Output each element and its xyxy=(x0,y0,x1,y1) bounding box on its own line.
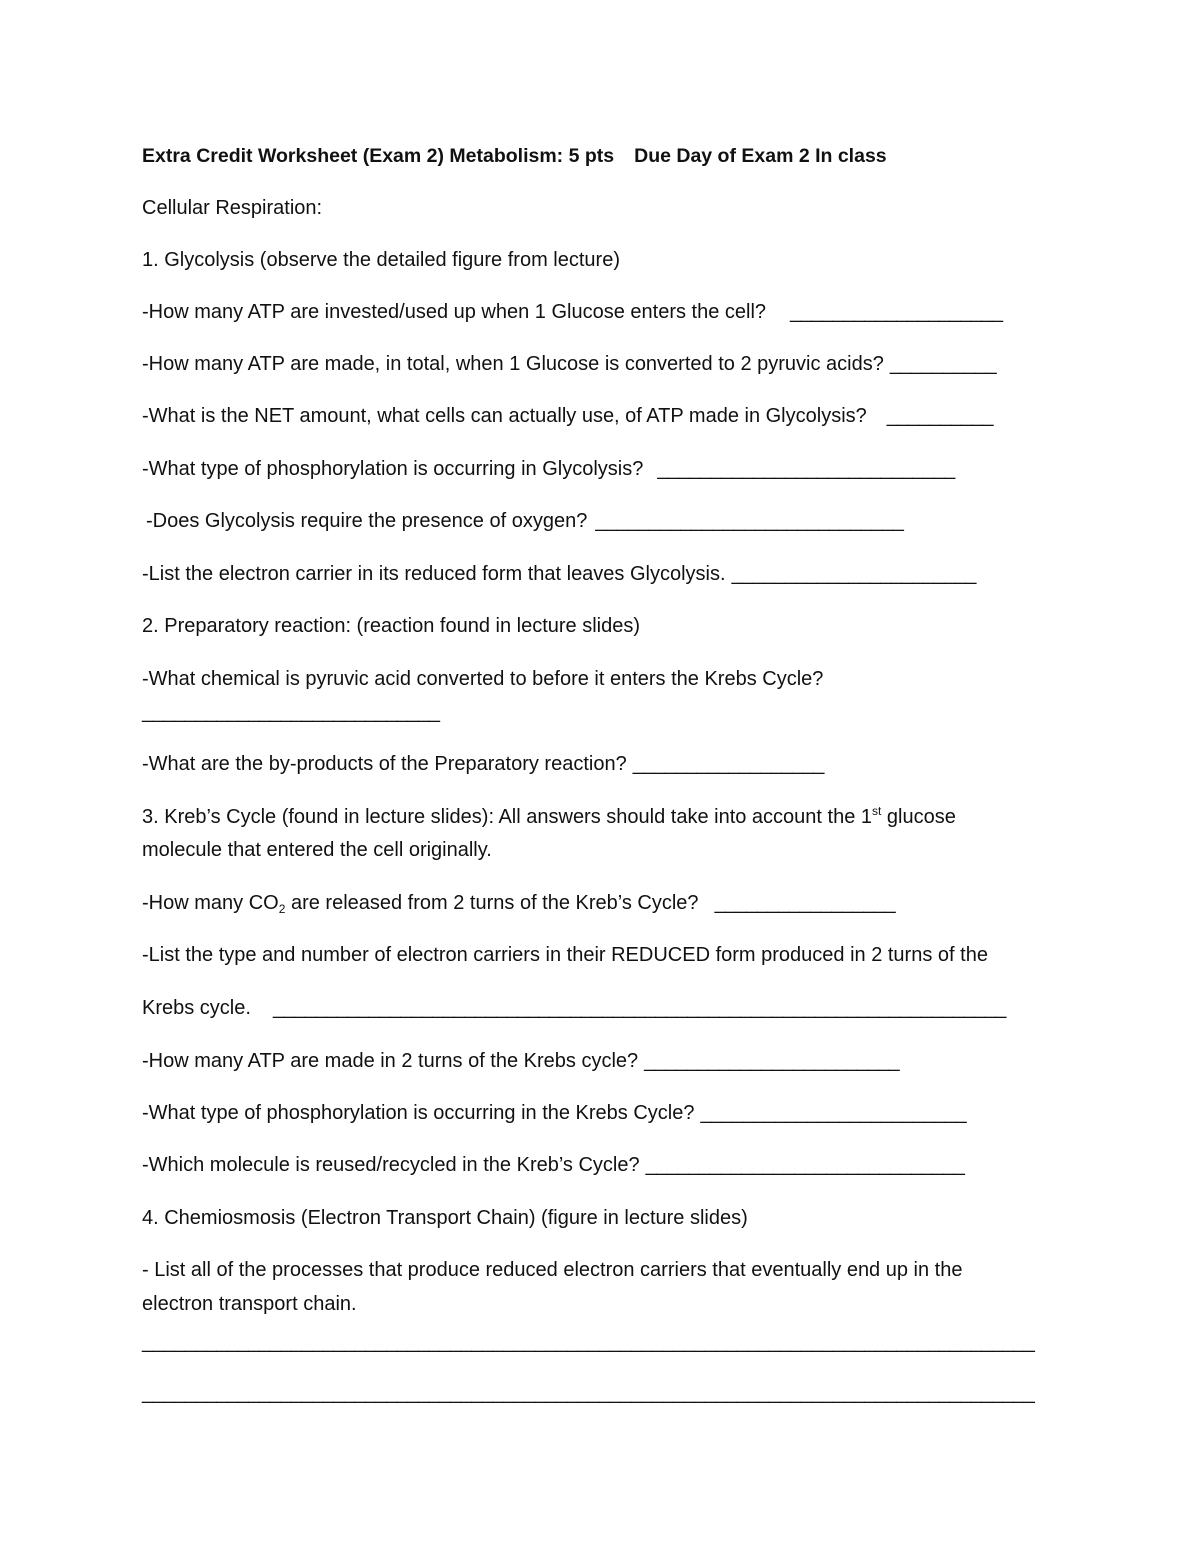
answer-blank[interactable]: _______________________ xyxy=(731,563,976,585)
question-row xyxy=(142,1049,899,1073)
question-row xyxy=(142,300,1003,324)
question-text: Krebs cycle. xyxy=(142,997,251,1019)
answer-blank[interactable]: __________________ xyxy=(632,753,824,775)
question-row xyxy=(142,1153,964,1177)
question-text: -What are the by-products of the Preparatory reaction? xyxy=(142,753,627,775)
answer-blank[interactable]: ____________________________ xyxy=(657,458,955,480)
question-text: -What type of phosphorylation is occurring in Glycolysis? xyxy=(142,458,644,480)
krebs-heading-continued: molecule that entered the cell originally. xyxy=(142,839,492,861)
answer-blank[interactable]: ____________________________________________________________________________________ xyxy=(142,1331,1035,1353)
question-text: -What type of phosphorylation is occurring in the Krebs Cycle? xyxy=(142,1102,695,1124)
ordinal-suffix: st xyxy=(872,804,882,818)
question-text: -List the type and number of electron carriers in their REDUCED form produced in 2 turns of the xyxy=(142,944,988,966)
question-text: -How many ATP are made in 2 turns of the Krebs cycle? xyxy=(142,1050,639,1072)
question-text: -Does Glycolysis require the presence of oxygen? xyxy=(146,510,588,532)
answer-blank[interactable]: __________ xyxy=(889,353,997,375)
answer-blank[interactable]: ____________________________ xyxy=(142,701,440,723)
krebs-heading: 3. Kreb’s Cycle (found in lecture slides): All answers should take into account the 1st glucose xyxy=(142,804,956,828)
question-text: -What chemical is pyruvic acid converted to before it enters the Krebs Cycle? xyxy=(142,668,824,690)
question-row xyxy=(142,1101,966,1125)
question-row xyxy=(142,404,993,428)
question-text: - List all of the processes that produce reduced electron carriers that eventually end up in the xyxy=(142,1259,963,1281)
question-text: -What is the NET amount, what cells can actually use, of ATP made in Glycolysis? xyxy=(142,405,867,427)
question-row xyxy=(142,457,955,481)
answer-blank[interactable]: ______________________________ xyxy=(645,1154,965,1176)
question-text-continued: electron transport chain. xyxy=(142,1293,357,1315)
question-row xyxy=(142,352,996,376)
title-main: Extra Credit Worksheet (Exam 2) Metabolism: 5 pts xyxy=(142,145,615,167)
answer-blank[interactable]: _________________________ xyxy=(700,1102,967,1124)
question-row xyxy=(142,752,824,776)
answer-blank[interactable]: ________________________ xyxy=(644,1050,900,1072)
answer-blank[interactable]: __________ xyxy=(886,405,993,427)
answer-blank[interactable]: ____________________ xyxy=(790,301,1003,323)
question-text: -How many ATP are invested/used up when 1 Glucose enters the cell? xyxy=(142,301,767,323)
answer-blank[interactable]: _____________________________________________________________________ xyxy=(272,997,1006,1019)
subscript: 2 xyxy=(278,902,286,916)
question-row xyxy=(142,996,1006,1020)
question-text: -Which molecule is reused/recycled in the Kreb’s Cycle? xyxy=(142,1154,640,1176)
question-row xyxy=(142,891,895,915)
question-row xyxy=(142,562,976,586)
chemiosmosis-heading: 4. Chemiosmosis (Electron Transport Chain) (figure in lecture slides) xyxy=(142,1207,748,1229)
glycolysis-heading: 1. Glycolysis (observe the detailed figure from lecture) xyxy=(142,249,620,271)
question-text: -List the electron carrier in its reduced form that leaves Glycolysis. xyxy=(142,563,726,585)
preparatory-heading: 2. Preparatory reaction: (reaction found in lecture slides) xyxy=(142,615,641,637)
worksheet-title xyxy=(142,144,887,168)
question-text: -How many $CO_2$ are released from 2 turns of the Kreb’s Cycle? xyxy=(142,892,699,916)
question-row xyxy=(146,509,903,533)
answer-blank[interactable]: _________________ xyxy=(714,892,896,914)
answer-blank[interactable]: ____________________________________________________________________________________ xyxy=(142,1382,1035,1404)
answer-blank[interactable]: _____________________________ xyxy=(595,510,904,532)
title-due: Due Day of Exam 2 In class xyxy=(634,145,887,167)
question-text: -How many ATP are made, in total, when 1 Glucose is converted to 2 pyruvic acids? xyxy=(142,353,884,375)
section-subtitle: Cellular Respiration: xyxy=(142,197,323,219)
